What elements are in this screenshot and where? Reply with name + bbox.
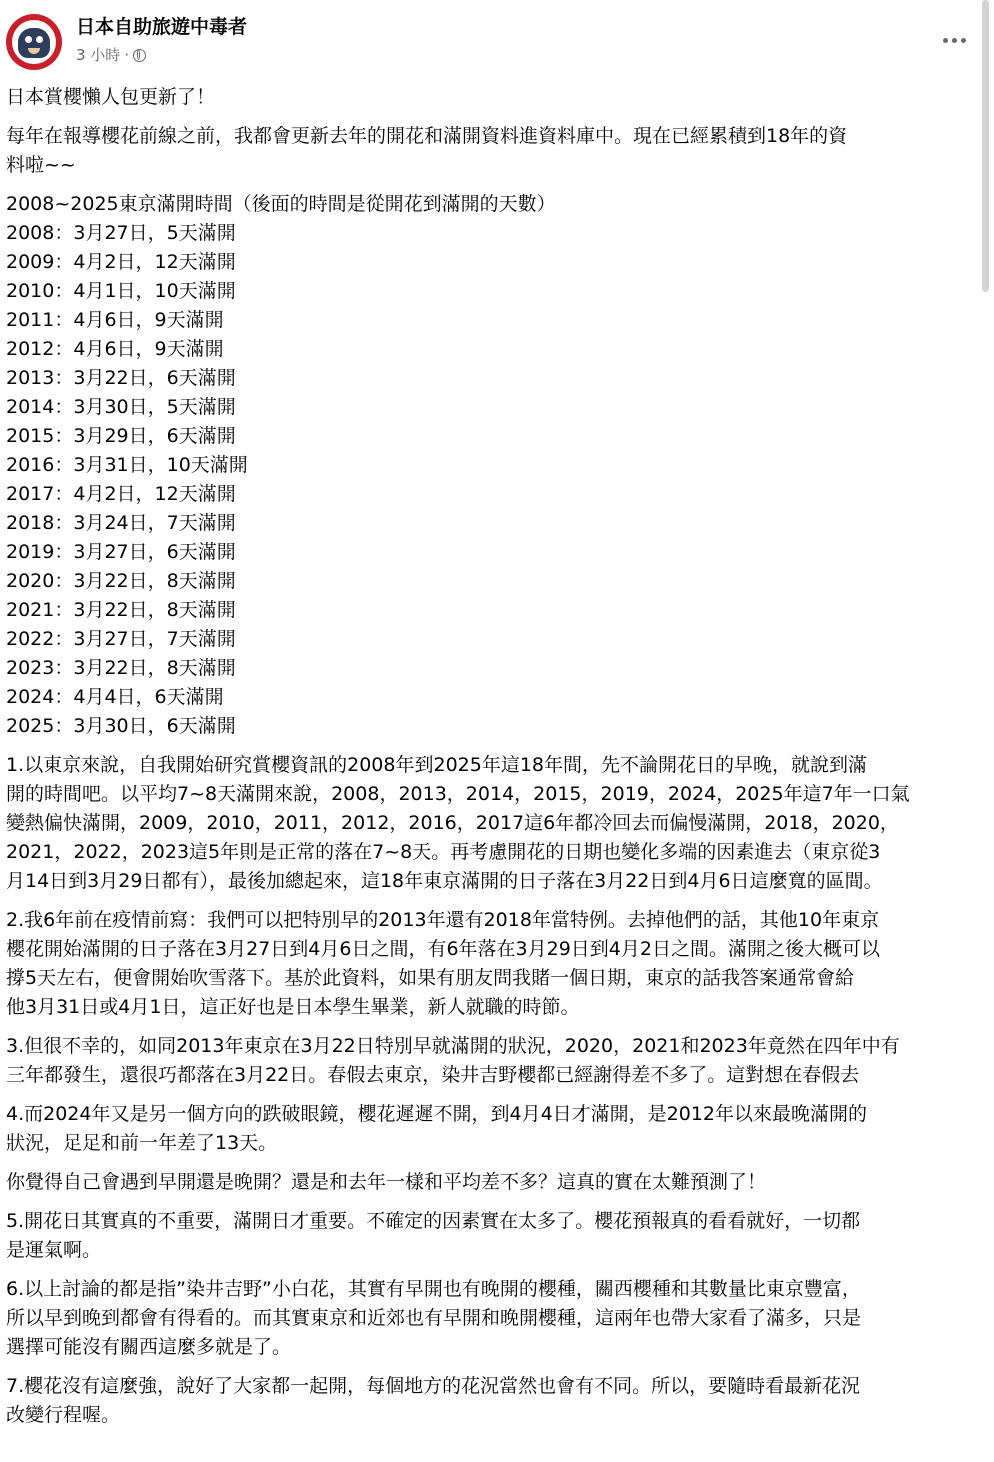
post-text-line: 2.我6年前在疫情前寫：我們可以把特別早的2013年還有2018年當特例。去掉他們的話，其他10年東京: [6, 909, 880, 931]
post-text-line: 日本賞櫻懶人包更新了！: [6, 86, 216, 108]
author-name[interactable]: 日本自助旅遊中毒者: [76, 16, 248, 38]
post-paragraph: [6, 1207, 986, 1265]
post-text-line: 是運氣啊。: [6, 1239, 102, 1261]
post-text-line: 2009：4月2日，12天滿開: [6, 251, 236, 273]
post-text-line: 改變行程喔。: [6, 1404, 121, 1426]
post-text-line: 2021：3月22日，8天滿開: [6, 599, 236, 621]
post-text-line: 2017：4月2日，12天滿開: [6, 483, 236, 505]
more-options-icon[interactable]: [934, 26, 974, 54]
post-text-line: 6.以上討論的都是指”染井吉野”小白花，其實有早開也有晚開的櫻種，關西櫻種和其數量比東京豐富，: [6, 1278, 861, 1300]
post-text-line: 他3月31日或4月1日，這正好也是日本學生畢業，新人就職的時節。: [6, 996, 580, 1018]
post-text-line: 2012：4月6日，9天滿開: [6, 338, 224, 360]
post-text-line: 3.但很不幸的，如同2013年東京在3月22日特別早就滿開的狀況，2020，2021和2023年竟然在四年中有: [6, 1035, 900, 1057]
post-text-line: 2014：3月30日，5天滿開: [6, 396, 236, 418]
meta-separator: ·: [124, 46, 130, 64]
post-header: [0, 0, 994, 76]
post-text-line: 料啦~~: [6, 154, 76, 176]
post-text-line: 2025：3月30日，6天滿開: [6, 715, 236, 737]
post-paragraph: [6, 906, 986, 1022]
post-paragraph: [6, 1275, 986, 1362]
post-text-line: 三年都發生，還很巧都落在3月22日。春假去東京，染井吉野櫻都已經謝得差不多了。這對想在春假去: [6, 1064, 860, 1086]
post-text-line: 1.以東京來說，自我開始研究賞櫻資訊的2008年到2025年這18年間，先不論開花日的早晚，就說到滿: [6, 754, 868, 776]
mascot-eye-left: [25, 36, 32, 43]
post-paragraph: [6, 1032, 986, 1090]
globe-icon[interactable]: [133, 49, 146, 62]
post-text-line: 2020：3月22日，8天滿開: [6, 570, 236, 592]
post-time[interactable]: 3 小時: [76, 46, 121, 64]
post-paragraph: [6, 122, 986, 180]
post-text-line: 2010：4月1日，10天滿開: [6, 280, 236, 302]
post-text-line: 2019：3月27日，6天滿開: [6, 541, 236, 563]
post-text-line: 2011：4月6日，9天滿開: [6, 309, 224, 331]
post-paragraph: [6, 751, 986, 896]
post-paragraph: [6, 190, 986, 741]
post-paragraph: [6, 83, 986, 112]
post-text-line: 2013：3月22日，6天滿開: [6, 367, 236, 389]
post-text-line: 變熱偏快滿開，2009，2010，2011，2012，2016，2017這6年都冷回去而偏慢滿開，2018，2020，: [6, 812, 899, 834]
post-paragraph: [6, 1372, 986, 1430]
post-text-line: 2016：3月31日，10天滿開: [6, 454, 248, 476]
post-text-line: 5.開花日其實真的不重要，滿開日才重要。不確定的因素實在太多了。櫻花預報真的看看就好，一切都: [6, 1210, 861, 1232]
post-body: [6, 83, 986, 1440]
post-text-line: 你覺得自己會遇到早開還是晚開？還是和去年一樣和平均差不多？這真的實在太難預測了！: [6, 1171, 767, 1193]
post-text-line: 2022：3月27日，7天滿開: [6, 628, 236, 650]
post-text-line: 月14日到3月29日都有），最後加總起來，這18年東京滿開的日子落在3月22日到4月6日這麼寬的區間。: [6, 870, 883, 892]
post-text-line: 開的時間吧。以平均7~8天滿開來說，2008，2013，2014，2015，2019，2024，2025年這7年一口氣: [6, 783, 910, 805]
post-text-line: 每年在報導櫻花前線之前，我都會更新去年的開花和滿開資料進資料庫中。現在已經累積到18年的資: [6, 125, 848, 147]
post-text-line: 7.櫻花沒有這麼強，說好了大家都一起開，每個地方的花況當然也會有不同。所以，要隨時看最新花況: [6, 1375, 861, 1397]
post-text-line: 2023：3月22日，8天滿開: [6, 657, 236, 679]
post-text-line: 2021，2022，2023這5年則是正常的落在7~8天。再考慮開花的日期也變化多端的因素進去（東京從3: [6, 841, 881, 863]
post-text-line: 2008：3月27日，5天滿開: [6, 222, 236, 244]
page-avatar[interactable]: [6, 14, 62, 70]
post-text-line: 4.而2024年又是另一個方向的跌破眼鏡，櫻花遲遲不開，到4月4日才滿開，是2012年以來最晚滿開的: [6, 1103, 868, 1125]
post-text-line: 2018：3月24日，7天滿開: [6, 512, 236, 534]
mascot-eye-right: [36, 36, 43, 43]
post-text-line: 撐5天左右，便會開始吹雪落下。基於此資料，如果有朋友問我賭一個日期，東京的話我答案通常會給: [6, 967, 855, 989]
post-paragraph: [6, 1168, 986, 1197]
post-text-line: 狀況，足足和前一年差了13天。: [6, 1132, 278, 1154]
post-paragraph: [6, 1100, 986, 1158]
post-text-line: 2015：3月29日，6天滿開: [6, 425, 236, 447]
post-text-line: 選擇可能沒有關西這麼多就是了。: [6, 1336, 292, 1358]
post-text-line: 所以早到晚到都會有得看的。而其實東京和近郊也有早開和晚開櫻種，這兩年也帶大家看了滿多，只是: [6, 1307, 862, 1329]
post-text-line: 2024：4月4日，6天滿開: [6, 686, 224, 708]
post-meta: [76, 44, 146, 66]
post-text-line: 2008~2025東京滿開時間（後面的時間是從開花到滿開的天數）: [6, 193, 556, 215]
post-text-line: 櫻花開始滿開的日子落在3月27日到4月6日之間，有6年落在3月29日到4月2日之間。滿開之後大概可以: [6, 938, 880, 960]
